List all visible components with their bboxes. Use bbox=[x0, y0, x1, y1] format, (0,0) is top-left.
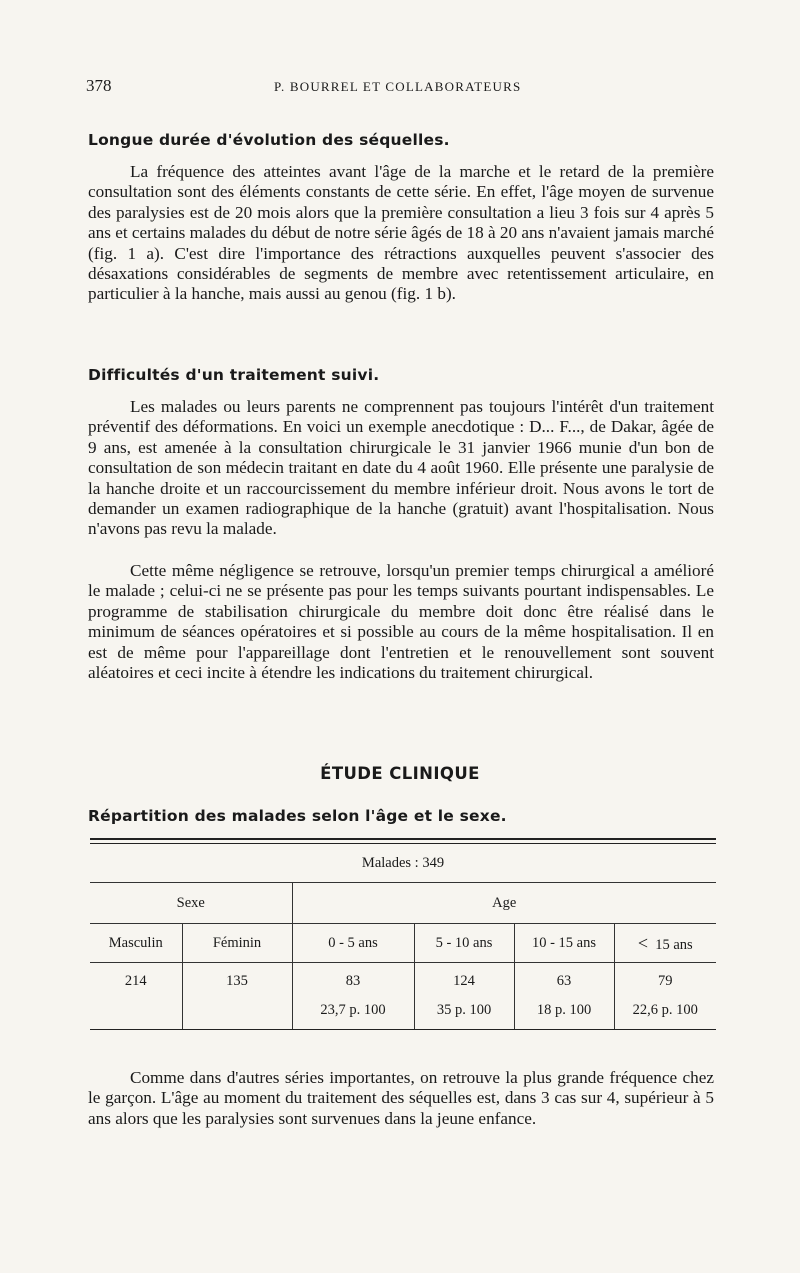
percent-feminin bbox=[182, 995, 292, 1029]
table-bottom-rule bbox=[90, 1029, 716, 1030]
page-header bbox=[86, 76, 716, 100]
table-row-subheaders bbox=[90, 924, 716, 963]
less-than-symbol: < bbox=[637, 932, 648, 953]
percent-age-over-15: 22,6 p. 100 bbox=[614, 995, 716, 1029]
paragraph-difficultes-1: Les malades ou leurs parents ne comprennent pas toujours l'intérêt d'un traitement préventif des déformations. En voici un exemple anecdotique : D... F..., de Dakar, âgée de 9 ans, est amenée à la consultation chirurgicale le 31 janvier 1966 munie d'un bon de consultation de son médecin traitant en date du 4 août 1960. Elle présente une paralysie de la hanche droite et un raccourcissement du membre inférieur droit. Nous avons le tort de demander un examen radiographique de la hanche (gratuit) avant l'hospitalisation. Nous n'avons pas revu la malade. bbox=[88, 397, 714, 539]
column-header-age-5-10: 5 - 10 ans bbox=[414, 924, 514, 963]
part-heading-etude-clinique: ÉTUDE CLINIQUE bbox=[320, 764, 480, 783]
count-age-5-10: 124 bbox=[414, 963, 514, 996]
count-age-0-5: 83 bbox=[292, 963, 414, 996]
section-heading-longue-duree: Longue durée d'évolution des séquelles. bbox=[88, 131, 450, 149]
age-sex-table bbox=[90, 838, 716, 1030]
age-header: Age bbox=[292, 883, 716, 924]
paragraph-repartition: Comme dans d'autres séries importantes, on retrouve la plus grande fréquence chez le garçon. L'âge au moment du traitement des séquelles est, dans 3 cas sur 4, supérieur à 5 ans alors que les paralysies sont survenues dans la jeune enfance. bbox=[88, 1068, 714, 1128]
running-title: P. BOURREL ET COLLABORATEURS bbox=[274, 79, 522, 94]
column-header-age-over-15-label: 15 ans bbox=[655, 936, 693, 953]
table-row-groups bbox=[90, 883, 716, 924]
count-age-over-15: 79 bbox=[614, 963, 716, 996]
percent-masculin bbox=[90, 995, 182, 1029]
table-row-percents bbox=[90, 995, 716, 1029]
paragraph-longue-duree: La fréquence des atteintes avant l'âge de la marche et le retard de la première consultation sont des éléments constants de cette série. En effet, l'âge moyen de survenue des paralysies est de 20 mois alors que la première consultation a lieu 3 fois sur 4 après 5 ans et certains malades du début de notre série âgés de 18 à 20 ans n'avaient jamais marché (fig. 1 a). C'est dire l'importance des rétractions auxquelles peuvent s'associer des désaxations considérables de segments de membre avec retentissement articulaire, en particulier à la hanche, mais aussi au genou (fig. 1 b). bbox=[88, 162, 714, 304]
table-row-counts bbox=[90, 963, 716, 996]
count-feminin: 135 bbox=[182, 963, 292, 996]
percent-age-10-15: 18 p. 100 bbox=[514, 995, 614, 1029]
count-age-10-15: 63 bbox=[514, 963, 614, 996]
section-heading-difficultes: Difficultés d'un traitement suivi. bbox=[88, 366, 380, 384]
page-number: 378 bbox=[86, 76, 112, 95]
percent-age-5-10: 35 p. 100 bbox=[414, 995, 514, 1029]
column-header-feminin: Féminin bbox=[182, 924, 292, 963]
paragraph-difficultes-2: Cette même négligence se retrouve, lorsqu'un premier temps chirurgical a amélioré le malade ; celui-ci ne se présente pas pour les temps suivants pourtant indispensables. Le programme de stabilisation chirurgicale du membre doit donc être réalisé dans le minimum de séances opératoires et si possible au cours de la même hospitalisation. Il en est de même pour l'appareillage dont l'entretien et le renouvellement sont souvent aléatoires et ceci incite à étendre les indications du traitement chirurgical. bbox=[88, 561, 714, 683]
sexe-header: Sexe bbox=[90, 883, 292, 924]
column-header-age-0-5: 0 - 5 ans bbox=[292, 924, 414, 963]
column-header-age-10-15: 10 - 15 ans bbox=[514, 924, 614, 963]
section-heading-repartition: Répartition des malades selon l'âge et le sexe. bbox=[88, 807, 507, 825]
count-masculin: 214 bbox=[124, 972, 147, 989]
total-patients-cell: Malades : 349 bbox=[90, 844, 716, 883]
table-row-total bbox=[90, 844, 716, 883]
distribution-table bbox=[90, 844, 716, 1029]
percent-age-0-5: 23,7 p. 100 bbox=[292, 995, 414, 1029]
column-header-masculin: Masculin bbox=[90, 924, 182, 963]
column-header-age-over-15 bbox=[614, 924, 716, 963]
